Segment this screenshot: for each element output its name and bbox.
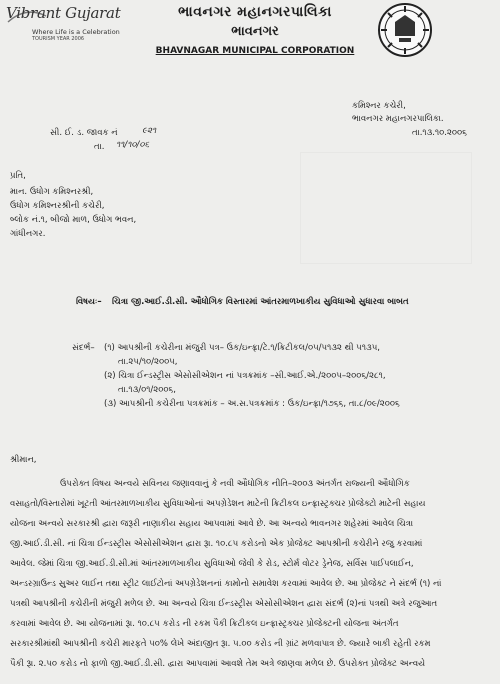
subject-label: વિષયઃ– [76, 297, 102, 307]
sender-office: કમિશ્નર કચેરી, [352, 101, 406, 111]
outward-number: ૯૨૧ [142, 126, 157, 136]
recipient-salutation: પ્રતિ, [10, 171, 26, 181]
sender-organisation: ભાવનગર મહાનગરપાલિકા. [352, 114, 444, 124]
subject-text: ચિત્રા જી.આઈ.ડી.સી. ઔધોગિક વિસ્તારમાં આંતરમાળખાકીય સુવિધાઓ સુધારવા બાબત [112, 297, 409, 307]
body-line: જી.આઈ.ડી.સી. નાં ચિત્રા ઈન્ડસ્ટ્રીસ એસોસીએશન દ્વારા રૂા. ૧૦.૮૫ કરોડનો એક પ્રોજેક્ટ આપશ્રીની કચેરીને રજુ કરવામાં [10, 539, 423, 549]
body-line: સરકારશ્રીમાંથી આપશ્રીની કચેરી મારફતે ૫૦% લેખે અંદાજીત રૂા. ૫.૦૦ કરોડ ની ગ્રાંટ મળવાપાત્ર છે. જ્યારે બાકી રહેતી રકમ [10, 639, 431, 649]
recipient-line: ઉધોગ કમિશ્નરશ્રીની કચેરી, [10, 201, 105, 211]
body-line: અન્ડરગ્રાઉન્ડ સુઅર લાઈન તથા સ્ટ્રીટ લાઈટોનાં અપગ્રેડેશનનાં કામોનો સમાવેશ કરવામાં આવેલ છે. આ પ્રોજેક્ટ ને સંદર્ભ (૧) નાં [10, 579, 442, 589]
body-line: પૈકી રૂા. ૨.૫૦ કરોડ નો ફાળો જી.આઈ.ડી.સી. દ્વારા આપવામાં આવશે તેમ અત્રે જાણવા મળેલ છે. ઉપરોક્ત પ્રોજેક્ટ અન્વયે [10, 659, 426, 669]
faint-stamp [300, 152, 472, 264]
corporation-title-gujarati: ભાવનગર મહાનગરપાલિકા [178, 4, 332, 20]
reference-item: તા.૧૩/૦૧/૨૦૦૬, [118, 385, 176, 395]
recipient-line: ગાંધીનગર. [10, 229, 46, 239]
reference-item: તા.૨૫/૧૦/૨૦૦૫, [118, 357, 178, 367]
outward-date: ૧૧/૧૦/૦૬ [116, 140, 150, 150]
references-label: સંદર્ભ– [72, 343, 95, 353]
greeting: શ્રીમાન, [10, 455, 37, 465]
reference-item: (૧) આપશ્રીની કચેરીના મંજુરી પત્ર– ઉક/ઇન્ફ્રા/ટે.૧/ક્રિટીકલ/૦૫/૫૧૩૨ થી ૫૧૩૫, [104, 343, 380, 353]
logo-name: Vibrant Gujarat [6, 4, 121, 22]
recipient-line: માન. ઉધોગ કમિશ્નરશ્રી, [10, 187, 94, 197]
letter-date: તા.૧૩.૧૦.૨૦૦૬ [412, 128, 467, 138]
body-line: વસાહતો/વિસ્તારોમાં ખૂટતી આંતરમાળખાકીય સુવિધાઓનાં અપગ્રેડેશન માટેની ક્રિટીકલ ઇન્ફ્રાસ્ટ્રક્ચર પ્રોજેક્ટો માટેની સહાય [10, 499, 426, 509]
reference-item: (૩) આપશ્રીની કચેરીના પત્રક્રમાંક – અ.સ.પત્રક્રમાંક : ઉક/ઇન્ફ્રા/૧૭૬૬, તા.૮/૦૯/૨૦૦૬ [104, 399, 400, 409]
outward-date-prefix: તા. [94, 142, 105, 152]
body-line: કરવામાં આવેલ છે. આ યોજનામાં રૂા. ૧૦.૮૫ કરોડ ની રકમ પૈકી ક્રિટીકલ ઇન્ફ્રાસ્ટ્રક્ચર પ્રોજેક્ટની યોજના અંતર્ગત [10, 619, 399, 629]
reference-item: (૨) ચિત્રા ઈન્ડસ્ટ્રીસ એસોસીએશન નાં પત્રક્રમાંક –સી.આઈ.એ./૨૦૦૫–૨૦૦૬/૨૮૧, [104, 371, 386, 381]
corporation-seal-icon [377, 2, 433, 58]
logo-tagline: Where Life is a Celebration [32, 28, 120, 36]
corporation-title-english: BHAVNAGAR MUNICIPAL CORPORATION [155, 46, 355, 56]
city-name-gujarati: ભાવનગર [231, 24, 279, 39]
vibrant-gujarat-logo [6, 2, 142, 68]
recipient-line: બ્લોક નં.૧, બીજો માળ, ઉધોગ ભવન, [10, 215, 137, 225]
body-line: યોજના અન્વયે સરકારશ્રી દ્વારા જરૂરી નાણાકીય સહાય આપવામાં આવે છે. આ અન્વયે ભાવનગર શહેરમાં આવેલ ચિત્રા [10, 519, 414, 529]
logo-year: TOURISM YEAR 2006 [32, 36, 85, 42]
body-line: પત્રથી આપશ્રીની કચેરીની મંજુરી મળેલ છે. આ અન્વયે ચિત્રા ઈન્ડસ્ટ્રીસ એસોસીએશન દ્વારા સંદર્ભ (૨)નાં પત્રથી અત્રે રજુઆત [10, 599, 438, 609]
body-line: આવેલ. જેમાં ચિત્રા જી.આઈ.ડી.સી.માં આંતરમાળખાકીય સુવિધાઓ જેવી કે રોડ, સ્ટોર્મ વોટર ડ્રેનેજ, સર્વિસ પાઈપલાઈન, [10, 559, 414, 569]
body-line: ઉપરોક્ત વિષય અન્વયે સવિનય જણાવવાનું કે નવી ઔધોગિક નીતિ–૨૦૦૩ અંતર્ગત રાજ્યની ઔધોગિક [60, 479, 410, 489]
outward-number-label: સી. ઈ. ડ. જાવક નં [50, 128, 118, 138]
